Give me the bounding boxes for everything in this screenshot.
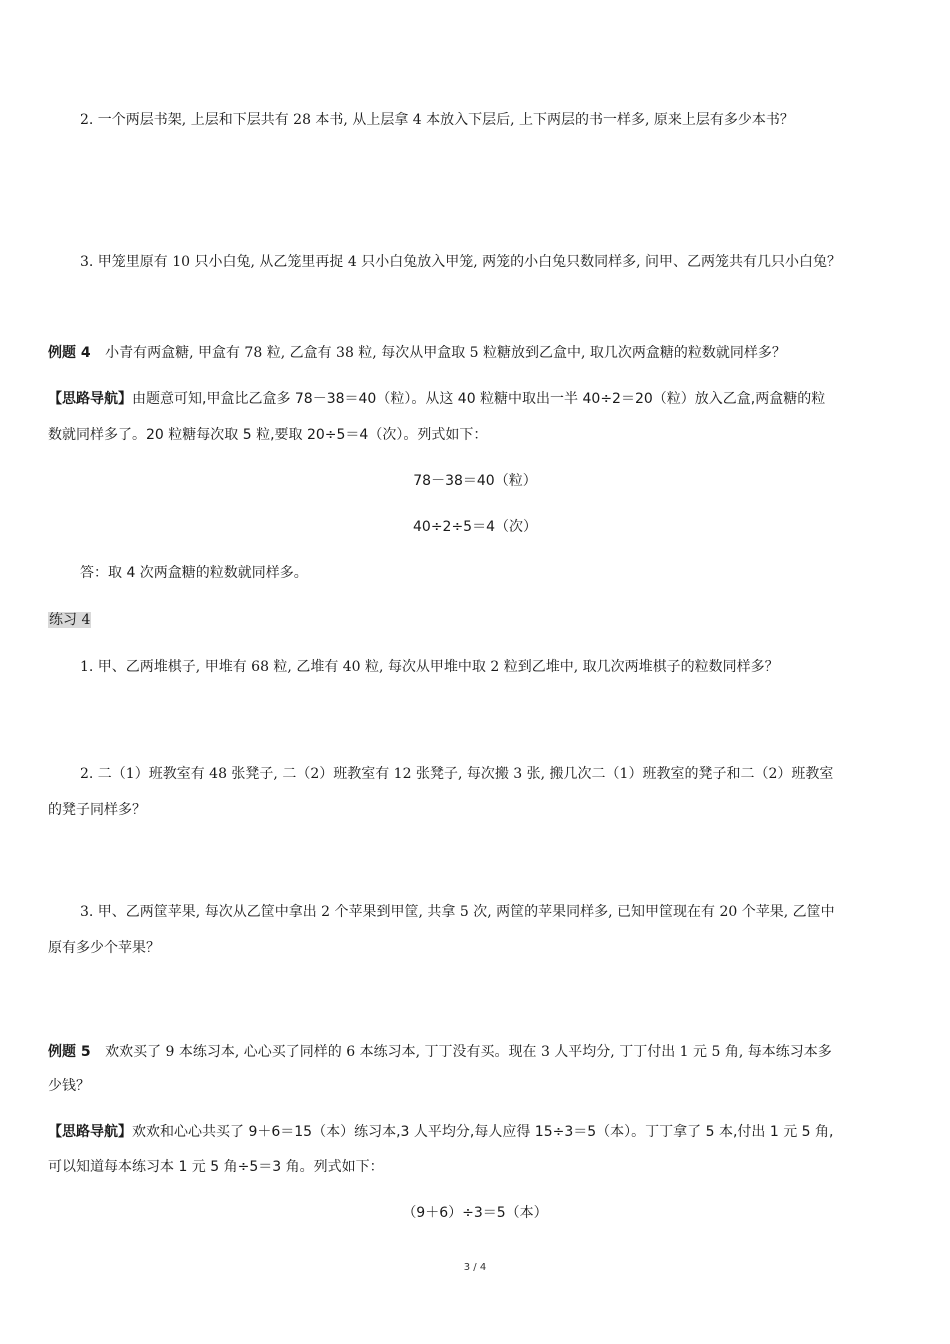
- practice-question-3: 3. 甲笼里原有 10 只小白兔, 从乙笼里再捉 4 只小白兔放入甲笼, 两笼的小白兔只数同样多, 问甲、乙两笼共有几只小白兔？: [80, 254, 842, 270]
- example-4: [48, 343, 902, 363]
- practice-4-question-1: 1. 甲、乙两堆棋子, 甲堆有 68 粒, 乙堆有 40 粒, 每次从甲堆中取 2 粒到乙堆中, 取几次两堆棋子的粒数同样多？: [80, 659, 779, 675]
- example-4-guide-line-1: [48, 389, 902, 409]
- practice-4-question-3-line-2: 原有多少个苹果？: [48, 940, 160, 956]
- practice-4-label: 练习 4: [49, 612, 91, 628]
- guide-text: 由题意可知,甲盒比乙盒多 78－38＝40（粒）。从这 40 粒糖中取出一半 40÷2＝20（粒）放入乙盒,两盒糖的粒: [132, 391, 826, 407]
- example-5-line-2: 少钱？: [48, 1078, 90, 1094]
- example-4-equation-2: 40÷2÷5＝4（次）: [413, 519, 537, 535]
- practice-4-heading: [48, 610, 902, 630]
- guide-label: 【思路导航】: [48, 391, 132, 407]
- practice-question-2: 2. 一个两层书架, 上层和下层共有 28 本书, 从上层拿 4 本放入下层后, 上下两层的书一样多, 原来上层有多少本书？: [80, 112, 794, 128]
- example-4-label: 例题 4: [48, 345, 91, 361]
- practice-4-question-2-line-2: 的凳子同样多？: [48, 802, 146, 818]
- example-5-line-1: [48, 1042, 902, 1062]
- example-4-guide-line-2: 数就同样多了。20 粒糖每次取 5 粒,要取 20÷5＝4（次）。列式如下：: [48, 427, 488, 443]
- example-5-equation-1: （9＋6）÷3＝5（本）: [402, 1205, 548, 1221]
- practice-4-question-2-line-1: 2. 二（1）班教室有 48 张凳子, 二（2）班教室有 12 张凳子, 每次搬 3 张, 搬几次二（1）班教室的凳子和二（2）班教室: [80, 766, 834, 782]
- guide-text: 欢欢和心心共买了 9＋6＝15（本）练习本,3 人平均分,每人应得 15÷3＝5（本）。丁丁拿了 5 本,付出 1 元 5 角,: [132, 1124, 834, 1140]
- example-4-text: 小青有两盒糖, 甲盒有 78 粒, 乙盒有 38 粒, 每次从甲盒取 5 粒糖放到乙盒中, 取几次两盒糖的粒数就同样多？: [105, 345, 786, 361]
- example-5-text: 欢欢买了 9 本练习本, 心心买了同样的 6 本练习本, 丁丁没有买。现在 3 人平均分, 丁丁付出 1 元 5 角, 每本练习本多: [105, 1044, 832, 1060]
- example-5-guide-line-2: 可以知道每本练习本 1 元 5 角÷5＝3 角。列式如下：: [48, 1159, 384, 1175]
- example-5-guide-line-1: [48, 1122, 902, 1142]
- page-number: 3 / 4: [463, 1262, 487, 1273]
- example-4-equation-1: 78－38＝40（粒）: [413, 473, 537, 489]
- practice-4-question-3-line-1: 3. 甲、乙两筐苹果, 每次从乙筐中拿出 2 个苹果到甲筐, 共拿 5 次, 两筐的苹果同样多, 已知甲筐现在有 20 个苹果, 乙筐中: [80, 904, 835, 920]
- example-4-answer: 答：取 4 次两盒糖的粒数就同样多。: [80, 565, 308, 581]
- guide-label: 【思路导航】: [48, 1124, 132, 1140]
- example-5-label: 例题 5: [48, 1044, 91, 1060]
